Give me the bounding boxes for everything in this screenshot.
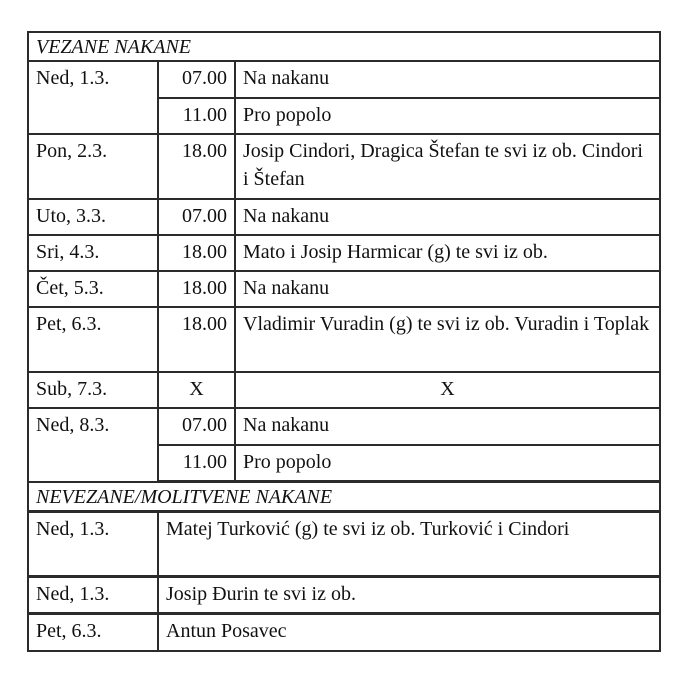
- section-title: NEVEZANE/MOLITVENE NAKANE: [28, 482, 660, 512]
- time-cell: 18.00: [158, 134, 235, 199]
- table-row: [28, 199, 660, 235]
- day-cell: Ned, 1.3.: [28, 577, 158, 614]
- table-row: [28, 372, 660, 408]
- day-cell: Ned, 1.3.: [28, 512, 158, 577]
- table-row: [28, 577, 660, 614]
- time-cell: X: [158, 372, 235, 408]
- day-cell: Sub, 7.3.: [28, 372, 158, 408]
- time-cell: 07.00: [158, 61, 235, 98]
- time-cell: 18.00: [158, 235, 235, 271]
- intention-cell: Pro popolo: [235, 445, 660, 482]
- table-row: [28, 61, 660, 98]
- section-header-row: [28, 482, 660, 512]
- intention-cell: Pro popolo: [235, 98, 660, 134]
- intention-cell: Josip Đurin te svi iz ob.: [158, 577, 660, 614]
- intention-cell: Antun Posavec: [158, 614, 660, 651]
- section-title: VEZANE NAKANE: [28, 32, 660, 61]
- time-cell: 11.00: [158, 98, 235, 134]
- mass-intentions-table: [27, 31, 661, 652]
- section-header-row: [28, 32, 660, 61]
- day-cell: Sri, 4.3.: [28, 235, 158, 271]
- table-row: [28, 134, 660, 199]
- time-cell: 07.00: [158, 199, 235, 235]
- intention-cell: Matej Turković (g) te svi iz ob. Turković i Cindori: [158, 512, 660, 577]
- table-row: [28, 408, 660, 445]
- intention-cell: Josip Cindori, Dragica Štefan te svi iz ob. Cindori i Štefan: [235, 134, 660, 199]
- intentions-document: [27, 31, 659, 652]
- intention-cell: Na nakanu: [235, 199, 660, 235]
- time-cell: 07.00: [158, 408, 235, 445]
- intention-cell: Mato i Josip Harmicar (g) te svi iz ob.: [235, 235, 660, 271]
- day-cell: Uto, 3.3.: [28, 199, 158, 235]
- day-cell: Pon, 2.3.: [28, 134, 158, 199]
- time-cell: 11.00: [158, 445, 235, 482]
- day-cell: Pet, 6.3.: [28, 614, 158, 651]
- day-cell: Ned, 8.3.: [28, 408, 158, 482]
- table-row: [28, 307, 660, 372]
- table-row: [28, 235, 660, 271]
- day-cell: Ned, 1.3.: [28, 61, 158, 134]
- intention-cell: Na nakanu: [235, 408, 660, 445]
- intention-cell: X: [235, 372, 660, 408]
- intention-cell: Na nakanu: [235, 271, 660, 307]
- table-row: [28, 271, 660, 307]
- day-cell: Pet, 6.3.: [28, 307, 158, 372]
- table-row: [28, 614, 660, 651]
- day-cell: Čet, 5.3.: [28, 271, 158, 307]
- time-cell: 18.00: [158, 271, 235, 307]
- intention-cell: Na nakanu: [235, 61, 660, 98]
- table-row: [28, 512, 660, 577]
- intention-cell: Vladimir Vuradin (g) te svi iz ob. Vuradin i Toplak: [235, 307, 660, 372]
- time-cell: 18.00: [158, 307, 235, 372]
